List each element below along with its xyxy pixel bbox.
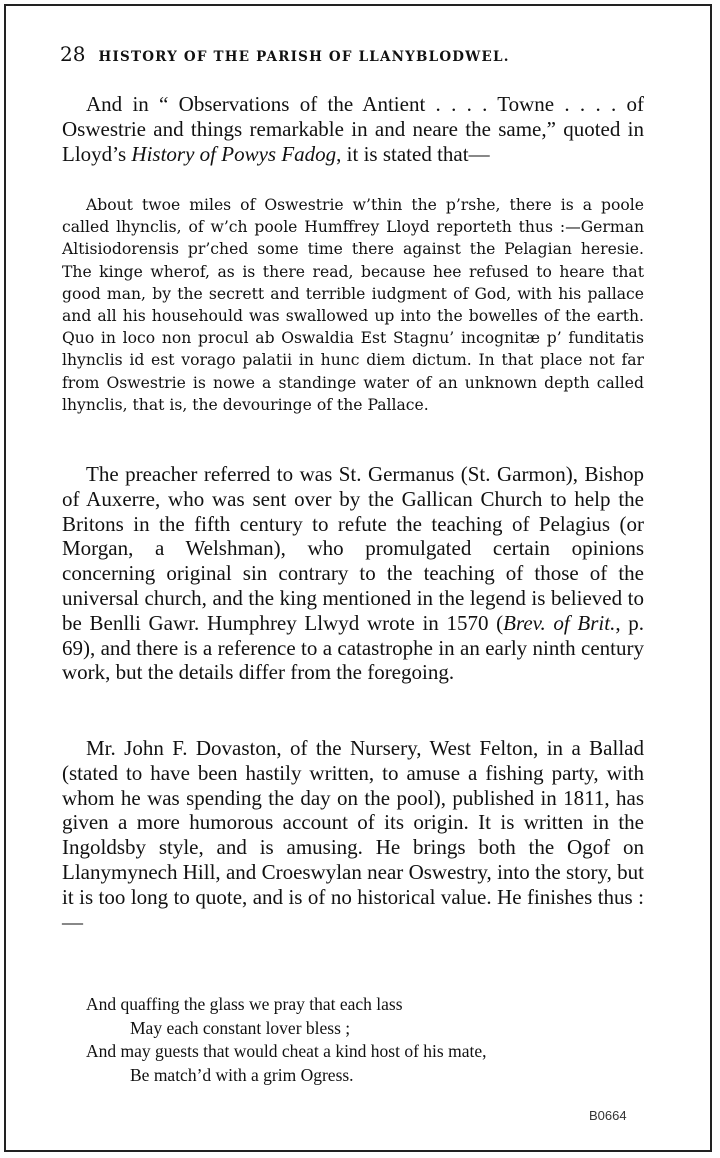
- verse-line: And quaffing the glass we pray that each lass: [86, 994, 403, 1014]
- germanus-text: The preacher referred to was St. Germanus (St. Garmon), Bishop of Auxerre, who was sent over by the Gallican Church to help the Britons in the fifth century to refute the teaching of Pelagius (or Morgan, a Welshman), who promulgated certain opinions concerning original sin contrary to the teaching of those of the universal church, and the king mentioned in the legend is believed to be Benlli Gawr. Humphrey Llwyd wrote in 1570 (: [62, 462, 644, 635]
- paragraph-germanus: [62, 462, 644, 685]
- paragraph-intro: [62, 92, 644, 166]
- paragraph-dovaston: [62, 736, 644, 934]
- verse-line: May each constant lover bless ;: [130, 1017, 351, 1038]
- germanus-tail: , p. 69), and there is a reference to a catastrophe in an early ninth century work, but the details differ from the foregoing.: [62, 610, 645, 685]
- running-header: [60, 42, 660, 66]
- page-number: 28: [60, 42, 86, 66]
- intro-text: And in “ Observations of the Antient . . . . Towne . . . . of Oswestrie and things remarkable in and neare the same,” quoted in Lloyd’s: [62, 92, 644, 166]
- verse-line: Be match’d with a grim Ogress.: [130, 1064, 354, 1085]
- verse-line: And may guests that would cheat a kind host of his mate,: [86, 1041, 487, 1061]
- running-title: HISTORY OF THE PARISH OF LLANYBLODWEL.: [98, 49, 510, 65]
- verse-block: [86, 993, 656, 1087]
- image-code: B0664: [589, 1108, 627, 1123]
- quote-text: About twoe miles of Oswestrie w’thin the p’rshe, there is a poole called lhynclis, of w’ch poole Humffrey Lloyd reporteth thus :—German Altisiodorensis pr’ched some time there against the Pelagian heresie. The kinge wherof, as is there read, because hee refused to heare that good man, by the secrett and terrible iudgment of God, with his pallace and all his househould was swallowed up into the bowelles of the earth. Quo in loco non procul ab Oswaldia Est Stagnu’ incognitæ p’ funditatis lhynclis id est vorago palatii in hunc diem dictum. In that place not far from Oswestrie is nowe a standinge water of an unknown depth called lhynclis, that is, the devouringe of the Pallace.: [62, 196, 644, 414]
- intro-tail: , it is stated that—: [336, 141, 490, 166]
- dovaston-text: Mr. John F. Dovaston, of the Nursery, West Felton, in a Ballad (stated to have been hastily written, to amuse a fishing party, with whom he was spending the day on the pool), published in 1811, has given a more humorous account of its origin. It is written in the Ingoldsby style, and is amusing. He brings both the Ogof on Llanymynech Hill, and Croeswylan near Oswestry, into the story, but it is too long to quote, and is of no historical value. He finishes thus :—: [62, 736, 644, 934]
- book-title-brev: Brev. of Brit.: [503, 610, 616, 635]
- book-title-powys: History of Powys Fadog: [131, 141, 337, 166]
- block-quote: [62, 194, 644, 416]
